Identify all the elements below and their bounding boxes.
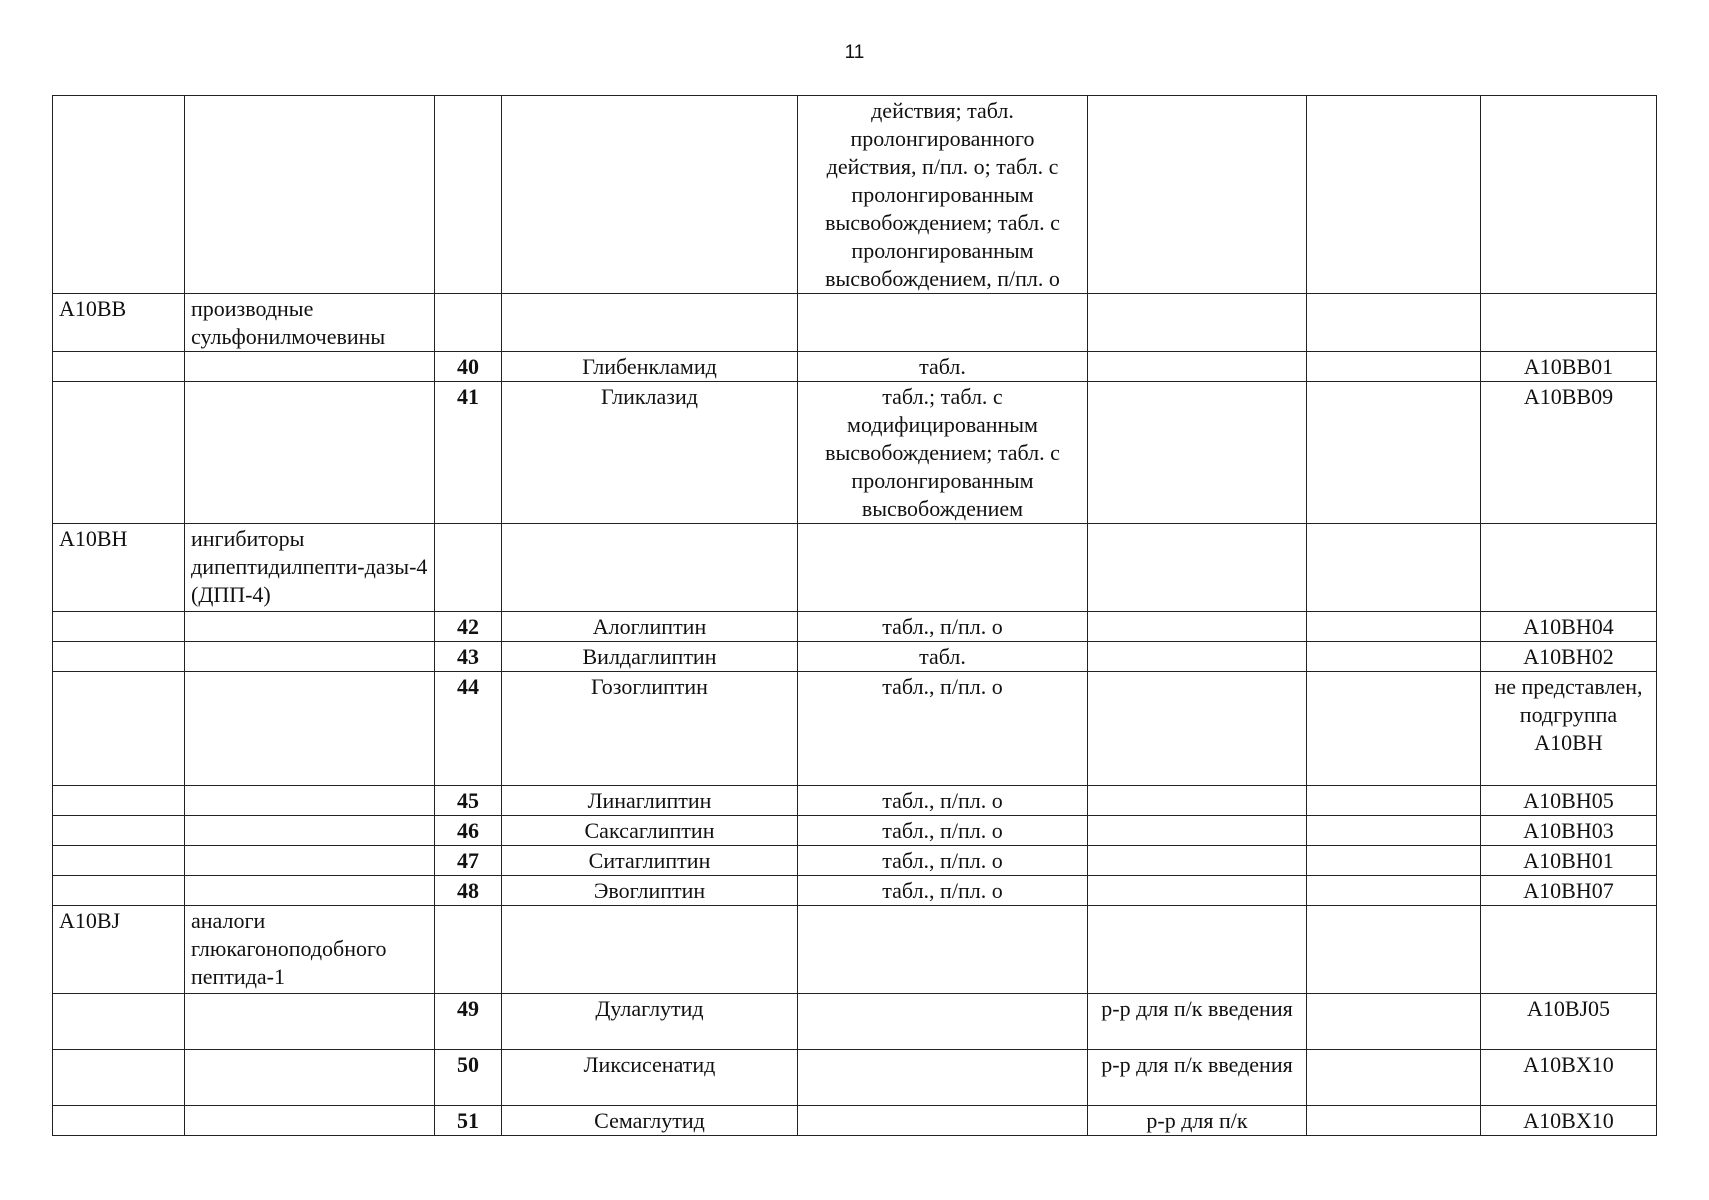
drug-name-cell: Гликлазид [502, 382, 798, 524]
table-row [53, 816, 1657, 846]
page-number: 11 [844, 42, 865, 63]
group-cell [185, 786, 435, 816]
code-cell [53, 96, 185, 294]
dosage-form-cell: табл.; табл. с модифицированным высвобождением; табл. с пролонгированным высвобождением [798, 382, 1088, 524]
group-cell [185, 816, 435, 846]
dosage-form-cell: табл., п/пл. о [798, 612, 1088, 642]
number-cell: 42 [435, 612, 502, 642]
number-cell [435, 294, 502, 352]
table-row [53, 642, 1657, 672]
injection-form-cell [1088, 846, 1307, 876]
table-row [53, 612, 1657, 642]
injection-form-cell [1088, 96, 1307, 294]
number-cell: 47 [435, 846, 502, 876]
group-cell: аналоги глюкагоноподобного пептида-1 [185, 906, 435, 994]
group-cell: производные сульфонилмочевины [185, 294, 435, 352]
empty-cell [1307, 1050, 1481, 1106]
group-cell [185, 1106, 435, 1136]
atx-code-cell: A10BX10 [1481, 1050, 1657, 1106]
code-cell [53, 1050, 185, 1106]
atx-code-cell: A10BJ05 [1481, 994, 1657, 1050]
dosage-form-cell: табл. [798, 642, 1088, 672]
injection-form-cell: р-р для п/к [1088, 1106, 1307, 1136]
drug-name-cell: Алоглиптин [502, 612, 798, 642]
group-cell [185, 846, 435, 876]
drug-name-cell: Гозоглиптин [502, 672, 798, 786]
injection-form-cell [1088, 382, 1307, 524]
number-cell: 51 [435, 1106, 502, 1136]
drug-name-cell [502, 524, 798, 612]
code-cell: A10BJ [53, 906, 185, 994]
atx-code-cell: A10BH02 [1481, 642, 1657, 672]
empty-cell [1307, 876, 1481, 906]
group-cell [185, 1050, 435, 1106]
atx-code-cell: A10BH05 [1481, 786, 1657, 816]
dosage-form-cell: табл. [798, 352, 1088, 382]
drug-name-cell: Линаглиптин [502, 786, 798, 816]
drug-name-cell: Глибенкламид [502, 352, 798, 382]
drug-table [52, 95, 1657, 1136]
dosage-form-cell: табл., п/пл. о [798, 846, 1088, 876]
code-cell [53, 846, 185, 876]
group-cell [185, 672, 435, 786]
empty-cell [1307, 96, 1481, 294]
injection-form-cell: р-р для п/к введения [1088, 1050, 1307, 1106]
drug-name-cell [502, 294, 798, 352]
code-cell [53, 994, 185, 1050]
table-row [53, 876, 1657, 906]
table-row [53, 352, 1657, 382]
table-row [53, 294, 1657, 352]
empty-cell [1307, 352, 1481, 382]
dosage-form-cell [798, 906, 1088, 994]
table-row [53, 846, 1657, 876]
drug-name-cell: Ликсисенатид [502, 1050, 798, 1106]
injection-form-cell [1088, 612, 1307, 642]
dosage-form-cell [798, 1050, 1088, 1106]
injection-form-cell [1088, 352, 1307, 382]
group-cell [185, 994, 435, 1050]
group-cell [185, 96, 435, 294]
code-cell [53, 1106, 185, 1136]
drug-name-cell: Вилдаглиптин [502, 642, 798, 672]
empty-cell [1307, 672, 1481, 786]
empty-cell [1307, 524, 1481, 612]
group-cell [185, 352, 435, 382]
atx-code-cell: A10BX10 [1481, 1106, 1657, 1136]
table-row [53, 524, 1657, 612]
code-cell [53, 612, 185, 642]
number-cell: 46 [435, 816, 502, 846]
atx-code-cell: A10BH03 [1481, 816, 1657, 846]
dosage-form-cell [798, 1106, 1088, 1136]
empty-cell [1307, 846, 1481, 876]
injection-form-cell [1088, 816, 1307, 846]
drug-name-cell: Семаглутид [502, 1106, 798, 1136]
atx-code-cell: не представлен, подгруппа A10BH [1481, 672, 1657, 786]
code-cell [53, 382, 185, 524]
dosage-form-cell: табл., п/пл. о [798, 816, 1088, 846]
empty-cell [1307, 816, 1481, 846]
code-cell [53, 642, 185, 672]
dosage-form-cell: табл., п/пл. о [798, 672, 1088, 786]
dosage-form-cell [798, 994, 1088, 1050]
number-cell: 40 [435, 352, 502, 382]
table-row [53, 1050, 1657, 1106]
dosage-form-cell [798, 524, 1088, 612]
atx-code-cell: A10BH01 [1481, 846, 1657, 876]
empty-cell [1307, 382, 1481, 524]
injection-form-cell [1088, 906, 1307, 994]
atx-code-cell: A10BH04 [1481, 612, 1657, 642]
table-row [53, 786, 1657, 816]
injection-form-cell [1088, 524, 1307, 612]
atx-code-cell: A10BB01 [1481, 352, 1657, 382]
empty-cell [1307, 642, 1481, 672]
number-cell [435, 96, 502, 294]
code-cell: A10BH [53, 524, 185, 612]
injection-form-cell [1088, 642, 1307, 672]
table-row [53, 96, 1657, 294]
injection-form-cell: р-р для п/к введения [1088, 994, 1307, 1050]
drug-name-cell: Саксаглиптин [502, 816, 798, 846]
atx-code-cell: A10BB09 [1481, 382, 1657, 524]
drug-name-cell [502, 906, 798, 994]
injection-form-cell [1088, 786, 1307, 816]
code-cell [53, 816, 185, 846]
code-cell [53, 876, 185, 906]
empty-cell [1307, 906, 1481, 994]
atx-code-cell [1481, 294, 1657, 352]
number-cell: 44 [435, 672, 502, 786]
injection-form-cell [1088, 876, 1307, 906]
number-cell [435, 906, 502, 994]
number-cell: 43 [435, 642, 502, 672]
drug-name-cell: Дулаглутид [502, 994, 798, 1050]
drug-name-cell: Эвоглиптин [502, 876, 798, 906]
empty-cell [1307, 994, 1481, 1050]
group-cell [185, 612, 435, 642]
atx-code-cell [1481, 524, 1657, 612]
number-cell [435, 524, 502, 612]
dosage-form-cell: действия; табл. пролонгированного действия, п/пл. о; табл. с пролонгированным высвобождением; табл. с пролонгированным высвобождением, п/пл. о [798, 96, 1088, 294]
code-cell [53, 786, 185, 816]
table-row [53, 994, 1657, 1050]
drug-name-cell: Ситаглиптин [502, 846, 798, 876]
dosage-form-cell [798, 294, 1088, 352]
dosage-form-cell: табл., п/пл. о [798, 786, 1088, 816]
number-cell: 41 [435, 382, 502, 524]
empty-cell [1307, 1106, 1481, 1136]
number-cell: 45 [435, 786, 502, 816]
empty-cell [1307, 294, 1481, 352]
group-cell [185, 642, 435, 672]
drug-name-cell [502, 96, 798, 294]
number-cell: 50 [435, 1050, 502, 1106]
atx-code-cell [1481, 906, 1657, 994]
dosage-form-cell: табл., п/пл. о [798, 876, 1088, 906]
injection-form-cell [1088, 672, 1307, 786]
table-row [53, 906, 1657, 994]
atx-code-cell: A10BH07 [1481, 876, 1657, 906]
code-cell [53, 672, 185, 786]
table-row [53, 672, 1657, 786]
number-cell: 49 [435, 994, 502, 1050]
code-cell [53, 352, 185, 382]
atx-code-cell [1481, 96, 1657, 294]
code-cell: A10BB [53, 294, 185, 352]
injection-form-cell [1088, 294, 1307, 352]
table-row [53, 1106, 1657, 1136]
table-row [53, 382, 1657, 524]
number-cell: 48 [435, 876, 502, 906]
group-cell [185, 382, 435, 524]
group-cell: ингибиторы дипептидилпепти-дазы-4 (ДПП-4) [185, 524, 435, 612]
group-cell [185, 876, 435, 906]
empty-cell [1307, 612, 1481, 642]
empty-cell [1307, 786, 1481, 816]
